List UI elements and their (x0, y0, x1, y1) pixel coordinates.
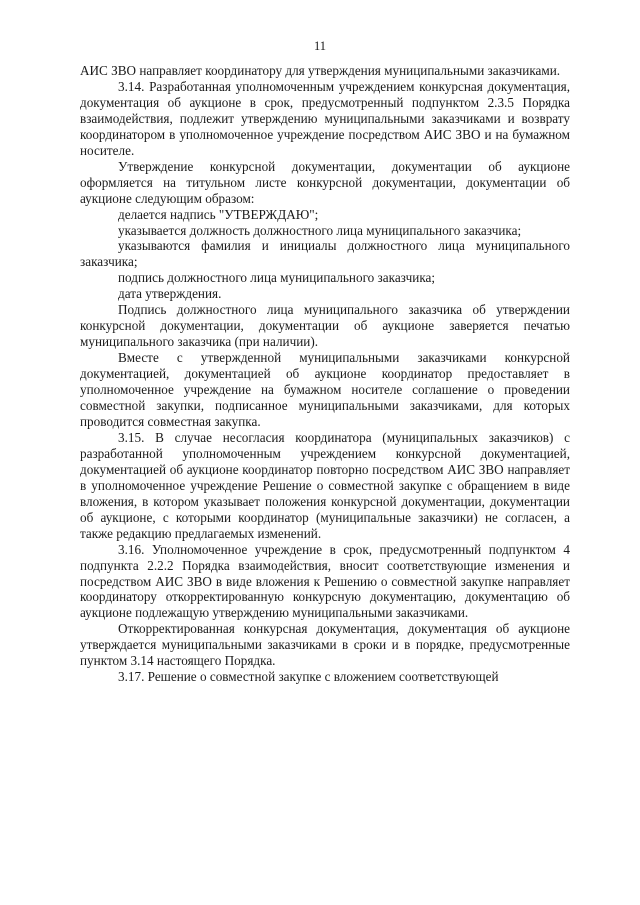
paragraph: 3.15. В случае несогласия координатора (муниципальных заказчиков) с разработанной уполномоченным учреждением конкурсной документацией, документацией об аукционе координатор повторно посредством АИС ЗВО направляет в уполномоченное учреждение Решение о совместной закупке с обращением в виде вложения, в котором указывает положения конкурсной документации, документации об аукционе, с которыми координатор (муниципальные заказчики) не согласен, а также редакцию предлагаемых изменений. (80, 429, 570, 541)
paragraph: указывается должность должностного лица муниципального заказчика; (118, 222, 522, 238)
paragraph: делается надпись "УТВЕРЖДАЮ"; (118, 206, 319, 222)
paragraph: Утверждение конкурсной документации, документации об аукционе оформляется на титульном листе конкурсной документации, документации об аукционе следующим образом: (80, 158, 570, 206)
paragraph: 3.14. Разработанная уполномоченным учреждением конкурсная документация, документация об аукционе в срок, предусмотренный подпунктом 2.3.5 Порядка взаимодействия, подлежит утверждению муниципальными заказчиками и возврату координатором в уполномоченное учреждение посредством АИС ЗВО и на бумажном носителе. (80, 78, 570, 158)
document-body (80, 63, 570, 685)
paragraph: Подпись должностного лица муниципального заказчика об утверждении конкурсной документации, документации об аукционе заверяется печатью муниципального заказчика (при наличии). (80, 302, 570, 350)
paragraph: подпись должностного лица муниципального заказчика; (118, 270, 436, 286)
page-number: 11 (313, 39, 327, 53)
paragraph: Вместе с утвержденной муниципальными заказчиками конкурсной документацией, документацией об аукционе координатор предоставляет в уполномоченное учреждение на бумажном носителе соглашение о проведении совместной закупки, подписанное муниципальными заказчиками, для которых проводится совместная закупка. (80, 350, 570, 429)
paragraph: АИС ЗВО направляет координатору для утверждения муниципальными заказчиками. (80, 63, 561, 78)
paragraph: указываются фамилия и инициалы должностного лица муниципального заказчика; (80, 238, 570, 270)
paragraph: 3.16. Уполномоченное учреждение в срок, предусмотренный подпунктом 4 подпункта 2.2.2 Порядка взаимодействия, вносит соответствующие изменения и посредством АИС ЗВО в виде вложения к Решению о совместной закупке направляет координатору откорректированную конкурсную документацию, документацию об аукционе подлежащую утверждению муниципальными заказчиками. (80, 541, 570, 621)
paragraph: дата утверждения. (118, 286, 222, 302)
paragraph: Откорректированная конкурсная документация, документация об аукционе утверждается муниципальными заказчиками в сроки и в порядке, предусмотренные пунктом 3.14 настоящего Порядка. (80, 621, 570, 669)
paragraph: 3.17. Решение о совместной закупке с вложением соответствующей (118, 669, 499, 685)
